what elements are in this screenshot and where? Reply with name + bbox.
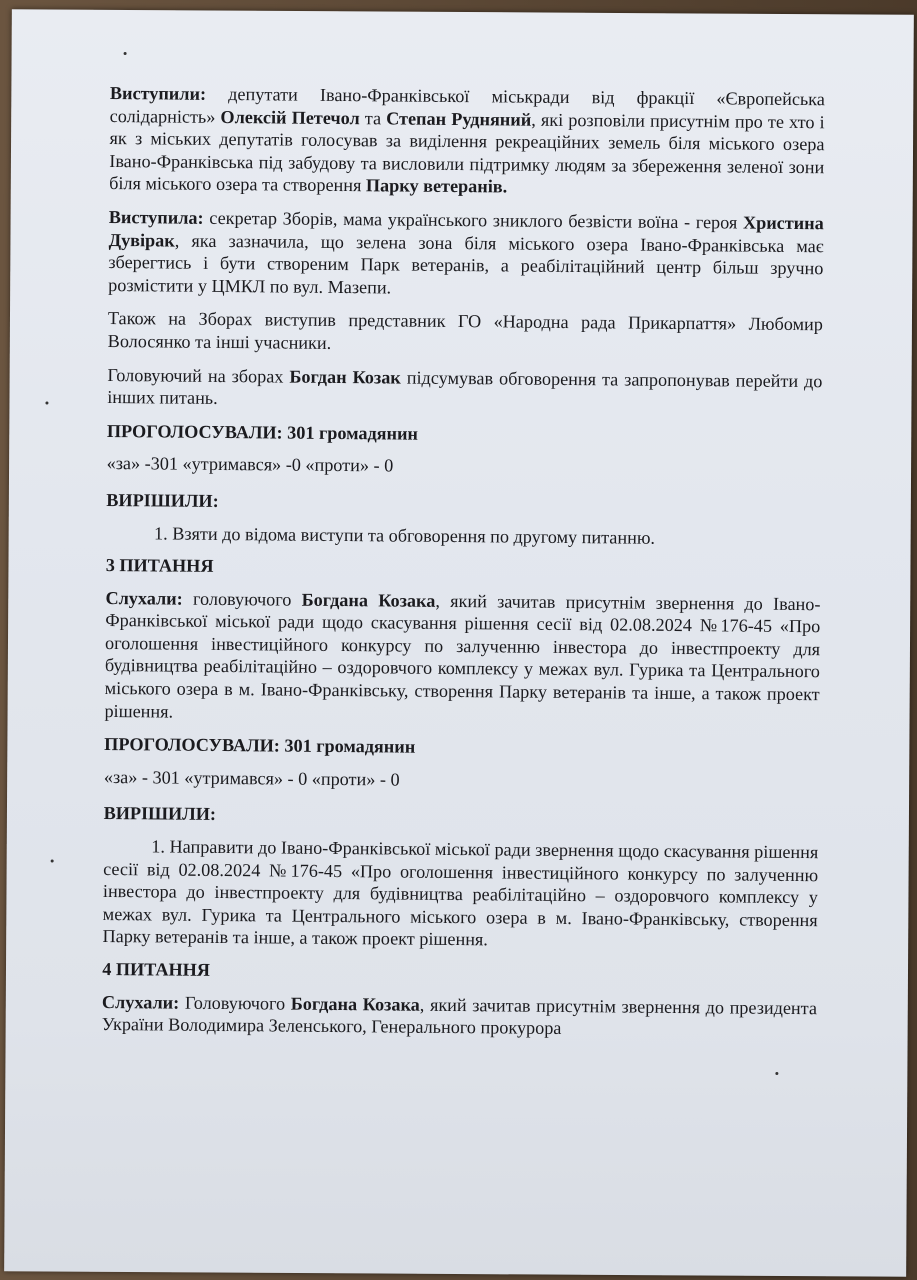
- person-name: Богдана Козака: [301, 589, 436, 611]
- paragraph-heard-q3: [104, 587, 820, 729]
- speck: [51, 860, 54, 863]
- decision-heading: ВИРІШИЛИ:: [103, 803, 217, 825]
- vote-result: «за» -301 «утримався» -0 «проти» - 0: [106, 453, 394, 476]
- paragraph-speaker-secretary: [108, 206, 824, 303]
- document-body: [102, 82, 825, 1053]
- text: Головуючий на зборах: [107, 364, 290, 387]
- person-name: Олексій Петечол: [220, 106, 360, 128]
- text: головуючого: [182, 588, 302, 610]
- person-name: Христина Дувірак: [108, 212, 824, 251]
- label-speaker: Виступила:: [108, 206, 204, 228]
- paragraph-chair-summary: [107, 364, 822, 415]
- decision-item: 1. Взяти до відома виступи та обговорення по другому питанню.: [153, 522, 656, 548]
- text: , який зачитав присутнім звернення до президента України Володимира Зеленського, Генерального прокурора: [101, 994, 818, 1039]
- question-heading: 3 ПИТАННЯ: [105, 555, 214, 577]
- text: підсумував обговорення та запропонував перейти до інших питань.: [107, 367, 823, 409]
- speck: [45, 401, 48, 404]
- question-heading: 4 ПИТАННЯ: [102, 958, 211, 980]
- text: та: [359, 107, 387, 129]
- speck: [775, 1072, 778, 1075]
- person-name: Степан Рудняний: [386, 108, 532, 130]
- text: , який зачитав присутнім звернення до Івано-Франківської міської ради щодо скасування рішення сесії від 02.08.2024 №176-45 «Про оголошення інвестиційного конкурсу по залученню інвестора до інвестпроекту для будівництва реабілітаційно – оздоровчого комплексу у межах вул. Гурика та Центрального міського озера в м. Івано-Франківську, створення Парку ветеранів та інше, а також проект рішення.: [104, 590, 821, 722]
- text: Головуючого: [179, 992, 291, 1014]
- park-name: Парку ветеранів.: [365, 175, 508, 197]
- decision-heading: ВИРІШИЛИ:: [106, 489, 219, 511]
- label-heard: Слухали:: [105, 587, 183, 609]
- text: секретар Зборів, мама українського зниклого безвісти воїна - героя: [203, 207, 744, 233]
- label-heard: Слухали:: [101, 991, 180, 1013]
- paragraph-heard-q4: [102, 991, 817, 1042]
- person-name: Богдана Козака: [290, 993, 420, 1015]
- text: , яка зазначила, що зелена зона біля міського озера Івано-Франківська має зберегтись і бути створеним Парк ветеранів, а реабілітаційний центр більш зручно розмістити у ЦМКЛ по вул. Мазепи.: [108, 230, 824, 298]
- vote-result: «за» - 301 «утримався» - 0 «проти» - 0: [103, 766, 400, 790]
- paragraph-other-speakers: Також на Зборах виступив представник ГО «Народна рада Прикарпаття» Любомир Волосянко та інші учасники.: [107, 308, 823, 353]
- decision-item: 1. Направити до Івано-Франківської міської ради звернення щодо скасування рішення сесії від 02.08.2024 №176-45 «Про оголошення інвестиційного конкурсу по залученню інвестора до інвестпроекту для будівництва реабілітаційно – оздоровчого комплексу у межах вул. Гурика та Центрального міського озера в м. Івано-Франківську, створення Парку ветеранів та інше, а також проект рішення.: [102, 836, 819, 950]
- text: , які розповіли присутнім про те хто і як з міських депутатів голосував за виділення рекреаційних земель біля міського озера Івано-Франківська під забудову та висловили підтримку людям за збереження зеленої зони біля міського озера та створення: [109, 109, 825, 196]
- person-name: Богдан Козак: [289, 366, 401, 388]
- speck: [124, 52, 127, 55]
- vote-heading: ПРОГОЛОСУВАЛИ: 301 громадянин: [106, 420, 419, 444]
- vote-heading: ПРОГОЛОСУВАЛИ: 301 громадянин: [104, 734, 416, 757]
- paragraph-speakers: [109, 82, 825, 201]
- text: депутати Івано-Франківської міськради від фракції «Європейська солідарність»: [109, 83, 825, 127]
- label-speakers: Виступили:: [109, 82, 207, 104]
